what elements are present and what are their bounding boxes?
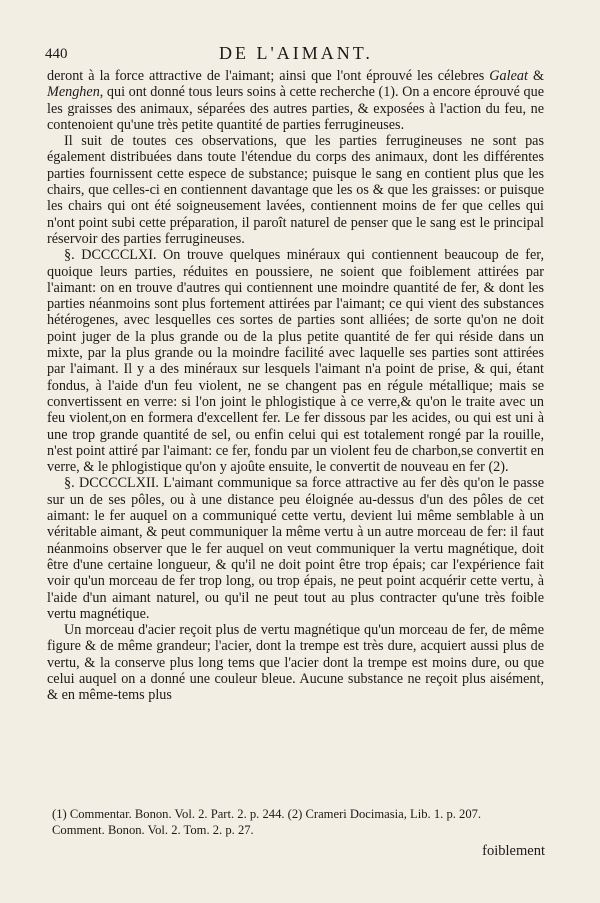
paragraph (47, 133, 544, 247)
paragraph (47, 247, 544, 475)
text-run: , qui ont donné tous leurs soins à cette recherche (1). On a encore éprouvé que les graisses des animaux, séparées des autres parties, & exposées à l'action du feu, ne contenoient qu'une très petite quantité de parties ferrugineuses. (47, 84, 544, 133)
running-title: DE L'AIMANT. (219, 43, 373, 63)
text-run: Il suit de toutes ces observations, que les parties ferrugineuses ne sont pas également distribuées dans toute l'étendue du corps des animaux, dont les différentes parties fournissent cette espece de substance; puisque le sang en contient plus que les chairs, que celles-ci en contiennent davantage que les os & que les graisses: or puisque les chairs qui ont été soigneusement lavées, contiennent moins de fer que celles qui n'ont point subi cette préparation, il paroît naturel de penser que le sang est le principal réservoir des parties ferrugineuses. (47, 133, 544, 247)
text-run: §. DCCCCLXII. L'aimant communique sa force attractive au fer dès qu'on le passe sur un de ses pôles, ou à une distance peu éloignée au-dessus d'un des pôles de cet aimant: le fer auquel on a communiqué cette vertu, devient lui même semblable à un véritable aimant, & peut communiquer la même vertu à un autre morceau de fer: il faut néanmoins observer que le fer auquel on veut communiquer la vertu magnétique, doit être d'une certaine longueur, & qu'il ne doit point être trop épais; car l'expérience fait voir qu'un morceau de fer trop long, ou trop épais, ne peut point acquérir cette vertu, à l'aide d'un aimant naturel, ou qu'il ne peut tout au plus contracter qu'une très foible vertu magnétique. (47, 475, 544, 622)
italic-name: Galeat (489, 68, 528, 84)
catchword: foiblement (482, 843, 545, 859)
paragraph (47, 475, 544, 622)
text-run: Un morceau d'acier reçoit plus de vertu magnétique qu'un morceau de fer, de même figure & de même grandeur; l'acier, dont la trempe est très dure, acquiert aussi plus de vertu, & la conserve plus long tems que l'acier dont la trempe est moins dure, ou que celui auquel on a donné une couleur bleue. Aucune substance ne reçoit plus aisément, & en même-tems plus (47, 622, 544, 704)
body-text (47, 68, 544, 704)
text-run: & (527, 68, 544, 84)
page-number: 440 (45, 46, 68, 62)
footnotes (52, 806, 546, 838)
footnote-line: Comment. Bonon. Vol. 2. Tom. 2. p. 27. (52, 823, 254, 837)
paragraph (47, 68, 544, 133)
italic-name: Menghen (47, 84, 100, 101)
text-run: §. DCCCCLXI. On trouve quelques minéraux qui contiennent beaucoup de fer, quoique leurs parties, réduites en poussiere, ne soient que foiblement attirées par l'aimant: on en trouve d'autres qui contiennent une moindre quantité de fer, & dont les parties néanmoins sont plus fortement attirées par l'aimant; ce qui vient des substances hétérogenes, avec lesquelles ces sortes de parties sont alliées; de sorte qu'on ne doit point juger de la plus grande ou de la plus petite quantité de fer qui réside dans un mixte, par la plus grande ou la moindre facilité avec laquelle ses parties sont attirées par l'aimant. Il y a des minéraux sur lesquels l'aimant n'a point de prise, & qui, étant fondus, à l'aide d'un feu violent, ne se changent pas en régule métallique; mais se convertissent en verre: si l'on joint le phlogistique à ce verre,& qu'on le traite avec un feu violent,on en formera d'excellent fer. Le fer dissous par les acides, ou qui est uni à une trop grande quantité de sel, ou enfin celui qui est totalement rongé par la rouille, n'est point attiré par l'aimant: ce fer, fondu par un violent feu de charbon,se convertit en verre, & le phlogistique qu'on y ajoûte ensuite, le convertit de nouveau en fer (2). (47, 247, 544, 476)
paragraph (47, 622, 544, 703)
text-run: deront à la force attractive de l'aimant; ainsi que l'ont éprouvé les célebres (47, 68, 490, 84)
footnote-line: (1) Commentar. Bonon. Vol. 2. Part. 2. p. 244. (2) Crameri Docimasia, Lib. 1. p. 207. (52, 807, 482, 821)
page-header (45, 43, 547, 66)
